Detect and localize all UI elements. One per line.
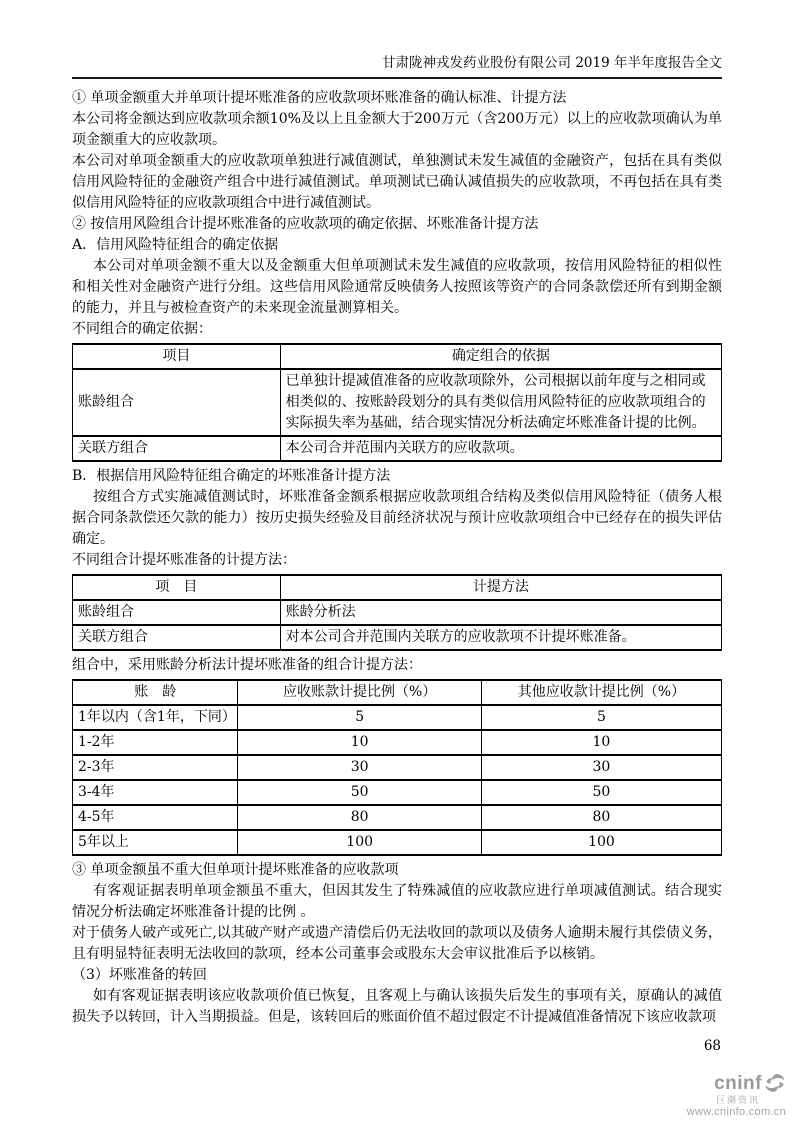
table-row	[73, 705, 722, 730]
section2a-paragraph: 本公司对单项金额不重大以及金额重大但单项测试未发生减值的应收款项，按信用风险特征的相似性和相关性对金融资产进行分组。这些信用风险通常反映债务人按照该等资产的合同条款偿还所有到期金额的能力，并且与被检查资产的未来现金流量测算相关。	[72, 258, 722, 316]
ar-ratio-value: 5	[238, 705, 481, 730]
provision-method-table	[72, 574, 722, 651]
portfolio-basis-table	[72, 343, 722, 462]
table2-cell-aging-method: 账龄分析法	[280, 600, 721, 625]
section3-paragraph-1: 有客观证据表明单项金额虽不重大，但因其发生了特殊减值的应收款应进行单项减值测试。结合现实情况分析法确定坏账准备计提的比例 。	[72, 883, 722, 920]
other-ratio-value: 100	[481, 830, 721, 855]
aging-band-label: 5年以上	[73, 830, 238, 855]
ar-ratio-value: 50	[238, 780, 481, 805]
section2a-heading: A．信用风险特征组合的确定依据	[72, 237, 279, 253]
section2b-paragraph: 按组合方式实施减值测试时，坏账准备金额系根据应收款项组合结构及类似信用风险特征（债务人根据合同条款偿还欠款的能力）按历史损失经验及目前经济状况与预计应收款项组合中已经存在的损失评估确定。	[72, 489, 722, 547]
table1-header-item: 项目	[73, 344, 281, 369]
table1-cell-related-label: 关联方组合	[73, 436, 281, 461]
table-row	[73, 830, 722, 855]
table2-cell-aging-label: 账龄组合	[73, 600, 281, 625]
section3-heading: ③ 单项金额虽不重大但单项计提坏账准备的应收款项	[72, 862, 399, 878]
ar-ratio-value: 30	[238, 755, 481, 780]
table-row	[73, 600, 722, 625]
section1-paragraph-2: 本公司对单项金额重大的应收款项单独进行减值测试，单独测试未发生减值的金融资产，包括在具有类似信用风险特征的金融资产组合中进行减值测试。单项测试已确认减值损失的应收款项，不再包括在具有类似信用风险特征的应收款项组合中进行减值测试。	[72, 153, 722, 211]
table2-cell-related-label: 关联方组合	[73, 625, 281, 650]
aging-band-label: 3-4年	[73, 780, 238, 805]
table-row	[73, 625, 722, 650]
section4-heading: （3）坏账准备的转回	[72, 967, 207, 983]
aging-band-label: 1-2年	[73, 730, 238, 755]
table-row	[73, 805, 722, 830]
table-row	[73, 780, 722, 805]
table1-header-basis: 确定组合的依据	[280, 344, 721, 369]
table2-cell-related-method: 对本公司合并范围内关联方的应收款项不计提坏账准备。	[280, 625, 721, 650]
ar-ratio-value: 10	[238, 730, 481, 755]
table1-cell-aging-basis: 已单独计提减值准备的应收款项除外，公司根据以前年度与之相同或相类似的、按账龄段划分的具有类似信用风险特征的应收款项组合的实际损失率为基础，结合现实情况分析法确定坏账准备计提的比例。	[280, 369, 721, 436]
table3-header-aging: 账 龄	[73, 680, 238, 705]
section2-heading: ② 按信用风险组合计提坏账准备的应收款项的确定依据、坏账准备计提方法	[72, 216, 539, 232]
table3-header-other-ratio: 其他应收款计提比例（%）	[481, 680, 721, 705]
cninfo-swirl-icon	[764, 1072, 786, 1094]
aging-band-label: 2-3年	[73, 755, 238, 780]
other-ratio-value: 80	[481, 805, 721, 830]
cninfo-url: www.cninfo.com.cn	[686, 1106, 786, 1118]
table-row	[73, 730, 722, 755]
section1-paragraph-1: 本公司将金额达到应收款项余额10%及以上且金额大于200万元（含200万元）以上的应收款项确认为单项金额重大的应收款项。	[72, 111, 722, 148]
other-ratio-value: 5	[481, 705, 721, 730]
other-ratio-value: 10	[481, 730, 721, 755]
table3-header-ar-ratio: 应收账款计提比例（%）	[238, 680, 481, 705]
other-ratio-value: 30	[481, 755, 721, 780]
aging-provision-ratio-table	[72, 679, 722, 856]
other-ratio-value: 50	[481, 780, 721, 805]
ar-ratio-value: 100	[238, 830, 481, 855]
page-number: 68	[703, 1038, 721, 1054]
table-row	[73, 369, 722, 436]
section1-heading: ① 单项金额重大并单项计提坏账准备的应收款项坏账准备的确认标准、计提方法	[72, 90, 567, 106]
table1-caption: 不同组合的确定依据：	[72, 321, 212, 337]
table2-header-method: 计提方法	[280, 575, 721, 600]
ar-ratio-value: 80	[238, 805, 481, 830]
aging-band-label: 1年以内（含1年，下同）	[73, 705, 238, 730]
table2-header-item: 项 目	[73, 575, 281, 600]
document-body	[72, 88, 722, 1028]
cninfo-watermark	[687, 1072, 786, 1118]
table2-caption: 不同组合计提坏账准备的计提方法：	[72, 552, 296, 568]
table-row	[73, 436, 722, 461]
table3-caption: 组合中，采用账龄分析法计提坏账准备的组合计提方法：	[72, 657, 422, 673]
section2b-heading: B．根据信用风险特征组合确定的坏账准备计提方法	[72, 468, 391, 484]
table1-cell-aging-label: 账龄组合	[73, 369, 281, 436]
report-header-title: 甘肃陇神戎发药业股份有限公司 2019 年半年度报告全文	[72, 54, 722, 79]
table1-cell-related-basis: 本公司合并范围内关联方的应收款项。	[280, 436, 721, 461]
section4-paragraph: 如有客观证据表明该应收款项价值已恢复，且客观上与确认该损失后发生的事项有关，原确认的减值损失予以转回，计入当期损益。但是，该转回后的账面价值不超过假定不计提减值准备情况下该应收款项	[72, 988, 722, 1025]
cninfo-brand-text: cninf	[714, 1072, 762, 1094]
aging-band-label: 4-5年	[73, 805, 238, 830]
cninfo-chinese-name: 巨潮资讯	[715, 1095, 760, 1105]
table-row	[73, 755, 722, 780]
section3-paragraph-2: 对于债务人破产或死亡,以其破产财产或遗产清偿后仍无法收回的款项以及债务人逾期未履行其偿债义务，且有明显特征表明无法收回的款项，经本公司董事会或股东大会审议批准后予以核销。	[72, 925, 722, 962]
